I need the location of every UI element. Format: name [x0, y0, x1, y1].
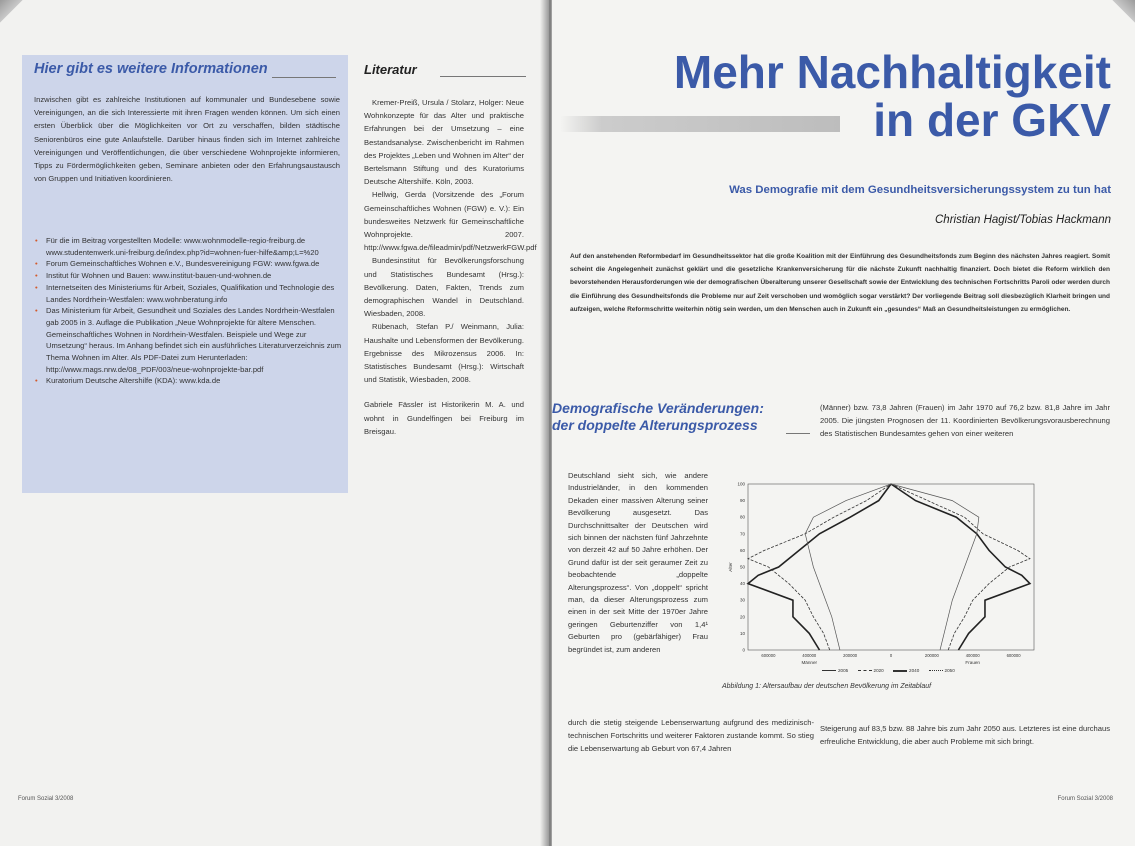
body-text-bottom-right: Steigerung auf 83,5 bzw. 88 Jahre bis zum Jahr 2050 aus. Letzteres ist eine durchaus erfreuliche Entwicklung, die aber auch Probleme mit sich bringt. [820, 724, 1110, 747]
y-tick-label: 40 [739, 581, 745, 587]
y-tick-label: 10 [739, 630, 745, 636]
section-title: Demografische Veränderungen: der doppelte Alterungsprozess [552, 400, 764, 433]
literature-entry: Rübenach, Stefan P./ Weinmann, Julia: Haushalte und Lebensformen der Bevölkerung. Ergebnisse des Mikrozensus 2006. In: Statistisches Bundesamt (Hrsg.): Wirtschaft und Statistik, Wiesbaden, 2008. [364, 322, 524, 385]
info-box-intro: Inzwischen gibt es zahlreiche Institutionen auf kommunaler und Bundesebene sowie Vereinigungen, an die sich Interessierte mit ihren Fragen wenden können. Um sich einen ersten Überblick über die Möglichkeiten vor Ort zu verschaffen, bilden städtische Seniorenbüros eine gute Anlaufstelle. Darüber hinaus finden sich im Internet zahlreiche Vereinigungen und Veröffentlichungen, die über verschiedene Wohnprojekte informieren, Tipps zu Fördermöglichkeiten geben, Seminare anbieten oder den Erfahrungsaustausch von Gruppen und Initiativen koordinieren. [34, 95, 340, 184]
article-title: Mehr Nachhaltigkeit in der GKV [673, 46, 1111, 146]
literature-list [364, 96, 537, 438]
body-text-right-top: (Männer) bzw. 73,8 Jahren (Frauen) im Jahr 1970 auf 76,2 bzw. 81,8 Jahre im Jahr 2005. Die jüngsten Prognosen der 11. Koordinierten Bevölkerungsvorausberechnung des Statistischen Bundesamtes gehen von einer weiteren [820, 403, 1110, 439]
x-axis-label-men: Männer [801, 660, 818, 665]
y-tick-label: 90 [739, 498, 745, 504]
y-tick-label: 20 [739, 614, 745, 620]
page-footer: Forum Sozial 3/2008 [18, 796, 74, 802]
article-abstract: Auf den anstehenden Reformbedarf im Gesundheitssektor hat die große Koalition mit der Einführung des Gesundheitsfonds zum Beginn des nächsten Jahres reagiert. Somit scheint die Angelegenheit zunächst geklärt und die gesetzliche Krankenversicherung für die nächste Zukunft nachhaltig finanziert. Doch bietet die Reform wirklich den bevorstehenden Herausforderungen wie der demografischen Überalterung unserer Gesellschaft sowie der Entwicklung des technischen Fortschritts Paroli oder werden durch die Einführung des Gesundheitsfonds die Probleme nur auf Zeit verschoben und womöglich sogar verstärkt? Der vorliegende Beitrag soll diesbezüglich Klarheit bringen und aufzeigen, welche Reformschritte weiterhin nötig sein werden, um den Menschen auch in Zukunft ein „gesundes“ Maß an Gesundheitsleistungen zu ermöglichen. [570, 253, 1110, 313]
x-axis-label-women: Frauen [965, 660, 980, 665]
info-box-title: Hier gibt es weitere Informationen [34, 61, 268, 77]
article-authors: Christian Hagist/Tobias Hackmann [935, 214, 1111, 226]
literature-entry: Bundesinstitut für Bevölkerungsforschung und Statistisches Bundesamt (Hrsg.): Bevölkerung. Daten, Fakten, Trends zum demographischen Wandel in Deutschland. Wiesbaden, 2008. [364, 256, 524, 319]
list-item: • Internetseiten des Ministeriums für Arbeit, Soziales, Qualifikation und Technologie des Landes Nordrhein-Westfalen: www.wohnberatung.info [35, 282, 335, 304]
x-tick-label: 600000 [761, 653, 776, 658]
page-corner-fold [1107, 0, 1135, 28]
page-footer: Forum Sozial 3/2008 [1057, 796, 1113, 802]
series-line-2005-men [748, 484, 891, 650]
title-rule [272, 77, 336, 78]
literature-title: Literatur [364, 62, 417, 77]
list-item: • Forum Gemeinschaftliches Wohnen e.V., Bundesvereinigung FGW: www.fgwa.de [35, 259, 320, 269]
literature-entry: Kremer-Preiß, Ursula / Stolarz, Holger: Neue Wohnkonzepte für das Alter und praktische Erfahrungen bei der Umsetzung – eine Bestandsanalyse. Zwischenbericht im Rahmen des Projektes „Leben und Wohnen im Alter“ der Bertelsmann Stiftung und des Kuratoriums Deutsche Altershilfe. Köln, 2003. [364, 98, 524, 187]
literature-rule [440, 76, 526, 77]
plot-frame [748, 484, 1034, 650]
x-tick-label: 600000 [1006, 653, 1021, 658]
list-item: • Für die im Beitrag vorgestellten Modelle: www.wohnmodelle-regio-freiburg.de www.studentenwerk.uni-freiburg.de/index.php?id=wohnen-fuer-hilfe&amp;L=%20 [35, 236, 319, 257]
y-tick-label: 100 [737, 481, 745, 487]
series-line-2020-women [891, 484, 1030, 650]
x-tick-label: 400000 [965, 653, 980, 658]
body-text-bottom-left: durch die stetig steigende Lebenserwartung aufgrund des medizinisch-technischen Fortschritts und weiterer Faktoren zustande kommt. So stieg die Lebenserwartung ab Geburt von 67,4 Jahren [568, 718, 814, 754]
body-text-left: Deutschland sieht sich, wie andere Industrieländer, in den kommenden Dekaden einer massiven Alterung seiner Bevölkerung ausgesetzt. Das Durchschnittsalter der Deutschen wird sich binnen der nächsten fünf Jahrzehnte von derzeit 42 auf 50 Jahre erhöhen. Der Grund dafür ist der seit geraumer Zeit zu beobachtende „doppelte Alterungsprozess“. Von „doppelt“ spricht man, da dieser Alterungsprozess zum einen in der seit Mitte der 1970er Jahre geringen Geburtenziffer von 1,4¹ Geburten pro (gebärfähiger) Frau begründet ist, zum anderen [568, 471, 708, 654]
x-tick-label: 200000 [843, 653, 858, 658]
legend-item: 2005 [822, 668, 848, 673]
article-subtitle: Was Demografie mit dem Gesundheitsversicherungssystem zu tun hat [729, 184, 1111, 196]
list-item: • Das Ministerium für Arbeit, Gesundheit und Soziales des Landes Nordrhein-Westfalen gab 2005 in 3. Auflage die Publikation „Neue Wohnprojekte für ältere Menschen. Gemeinschaftliches Wohnen in Nordrhein-Westfalen. Beispiele und Wege zur Umsetzung“ heraus. Im Anhang befindet sich ein ausführliches Literaturverzeichnis zum Thema Wohnen im Alter. Als PDF-Datei zum Herunterladen: http://www.mags.nrw.de/08_PDF/003/neue-wohnprojekte-bar.pdf [35, 306, 342, 374]
y-tick-label: 80 [739, 514, 745, 520]
info-link-list [32, 235, 342, 387]
author-note: Gabriele Fässler ist Historikerin M. A. und wohnt in Gundelfingen bei Freiburg im Breisgau. [364, 400, 524, 436]
y-axis-label: Alter [728, 562, 733, 572]
list-item: • Kuratorium Deutsche Altershilfe (KDA): www.kda.de [35, 376, 221, 386]
literature-entry: Hellwig, Gerda (Vorsitzende des „Forum Gemeinschaftliches Wohnen (FGW) e. V.): Ein bundesweites Netzwerk für Gemeinschaftliche Wohnprojekte. 2007. http://www.fgwa.de/fileadmin/pdf/NetzwerkFGW.pdf [364, 190, 537, 253]
info-box [22, 55, 348, 493]
population-pyramid-chart [724, 478, 1054, 678]
y-tick-label: 30 [739, 597, 745, 603]
page-corner-fold [0, 0, 28, 28]
legend-item: 2020 [858, 668, 884, 673]
chart-legend [822, 668, 963, 673]
section-rule [786, 433, 810, 434]
left-page [0, 0, 548, 846]
y-tick-label: 60 [739, 547, 745, 553]
legend-item: 2050 [929, 668, 955, 673]
y-tick-label: 50 [739, 564, 745, 570]
y-tick-label: 70 [739, 531, 745, 537]
figure-caption: Abbildung 1: Altersaufbau der deutschen Bevölkerung im Zeitablauf [722, 683, 932, 690]
x-tick-label: 0 [889, 653, 893, 658]
x-tick-label: 200000 [924, 653, 939, 658]
legend-item: 2040 [893, 668, 919, 673]
x-tick-label: 400000 [802, 653, 817, 658]
list-item: • Institut für Wohnen und Bauen: www.institut-bauen-und-wohnen.de [35, 271, 272, 281]
series-line-2020-men [748, 484, 891, 650]
right-page [552, 0, 1135, 846]
y-tick-label: 0 [742, 647, 745, 653]
